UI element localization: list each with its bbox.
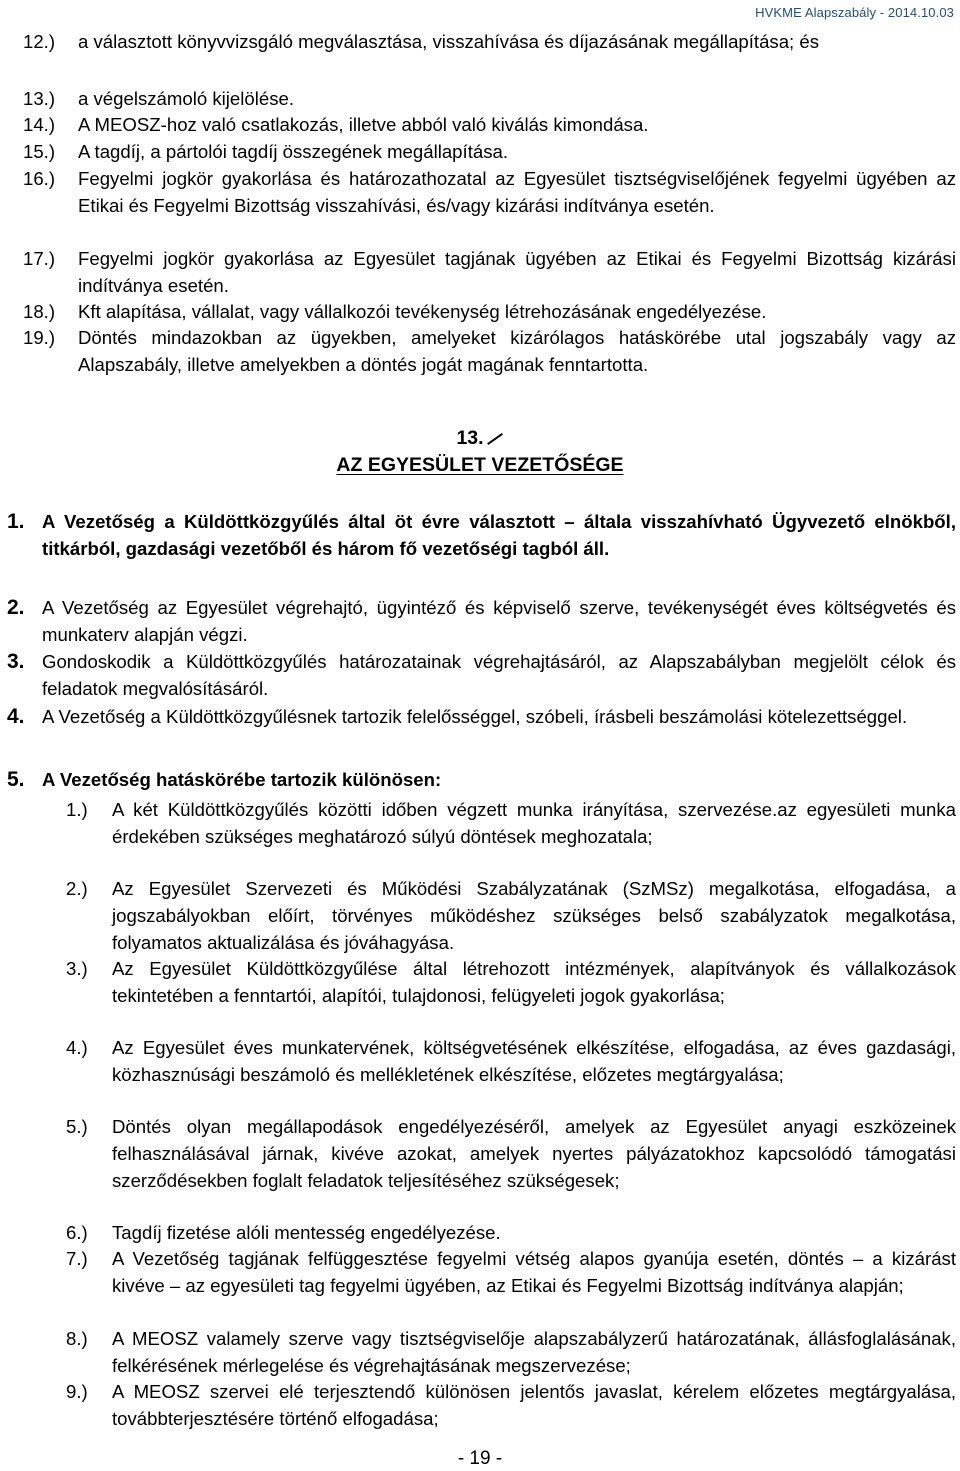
item-number: 14.) bbox=[23, 114, 56, 135]
item-text: A MEOSZ-hoz való csatlakozás, illetve abból való kiválás kimondása. bbox=[78, 114, 649, 135]
list-item bbox=[23, 112, 956, 139]
item-text: Gondoskodik a Küldöttközgyűlés határozatainak végrehajtásáról, az Alapszabályban megjelölt célok és feladatok megvalósításáról. bbox=[42, 651, 956, 699]
page-number: - 19 - bbox=[457, 1448, 503, 1469]
item-text: A Vezetőség hatáskörébe tartozik különösen: bbox=[42, 769, 442, 790]
list-item bbox=[23, 29, 956, 56]
list-item bbox=[66, 876, 956, 956]
item-number: 8.) bbox=[66, 1328, 88, 1349]
title-mark bbox=[487, 433, 503, 445]
list-item bbox=[7, 767, 956, 794]
item-number: 6.) bbox=[66, 1222, 88, 1243]
list-item bbox=[66, 1246, 956, 1300]
item-number: 12.) bbox=[23, 31, 56, 52]
item-number: 7.) bbox=[66, 1248, 88, 1269]
list-item bbox=[66, 797, 956, 851]
item-text: A Vezetőség a Küldöttközgyűlésnek tartozik felelősséggel, szóbeli, írásbeli beszámolási kötelezettséggel. bbox=[42, 706, 908, 727]
item-number: 5. bbox=[7, 768, 25, 791]
list-item bbox=[23, 325, 956, 379]
list-item bbox=[7, 509, 956, 563]
item-number: 3.) bbox=[66, 958, 88, 979]
item-text: A Vezetőség az Egyesület végrehajtó, ügyintéző és képviselő szerve, tevékenységét éves költségvetés és munkaterv alapján végzi. bbox=[42, 597, 956, 645]
item-text: Tagdíj fizetése alóli mentesség engedélyezése. bbox=[112, 1222, 501, 1243]
item-text: Kft alapítása, vállalat, vagy vállalkozói tevékenység létrehozásának engedélyezése. bbox=[78, 301, 767, 322]
item-number: 2. bbox=[7, 596, 25, 619]
item-text: Fegyelmi jogkör gyakorlása és határozathozatal az Egyesület tisztségviselőjének fegyelmi ügyében az Etikai és Fegyelmi Bizottság visszahívási, és/vagy kizárási indítványa esetén. bbox=[78, 168, 956, 216]
list-item bbox=[7, 649, 956, 703]
item-number: 19.) bbox=[23, 327, 56, 348]
list-item bbox=[66, 1114, 956, 1194]
item-number: 4. bbox=[7, 705, 25, 728]
list-item bbox=[66, 1220, 956, 1247]
item-number: 3. bbox=[7, 650, 25, 673]
item-number: 16.) bbox=[23, 168, 56, 189]
item-text: Fegyelmi jogkör gyakorlása az Egyesület tagjának ügyében az Etikai és Fegyelmi Bizottság kizárási indítványa esetén. bbox=[78, 248, 956, 296]
list-item bbox=[7, 595, 956, 649]
item-number: 1. bbox=[7, 510, 25, 533]
list-item bbox=[23, 86, 956, 113]
item-text: A két Küldöttközgyűlés közötti időben végzett munka irányítása, szervezése.az egyesületi munka érdekében szükséges meghatározó súlyú döntések meghozatala; bbox=[112, 799, 956, 847]
item-text: Az Egyesület éves munkatervének, költségvetésének elkészítése, elfogadása, az éves gazdasági, közhasznúsági beszámoló és mellékletének elkészítése, előzetes megtárgyalása; bbox=[112, 1037, 956, 1085]
item-number: 18.) bbox=[23, 301, 56, 322]
list-item bbox=[66, 1035, 956, 1089]
list-item bbox=[23, 139, 956, 166]
item-text: A MEOSZ valamely szerve vagy tisztségviselője alapszabályzerű határozatának, állásfoglalásának, felkérésének mérlegelése és végrehajtásának megszervezése; bbox=[112, 1328, 956, 1376]
item-text: Az Egyesület Küldöttközgyűlése által létrehozott intézmények, alapítványok és vállalkozások tekintetében a fenntartói, alapítói, tulajdonosi, felügyeleti jogok gyakorlása; bbox=[112, 958, 956, 1006]
list-item bbox=[23, 299, 956, 326]
item-number: 4.) bbox=[66, 1037, 88, 1058]
item-number: 5.) bbox=[66, 1116, 88, 1137]
list-item bbox=[66, 1379, 956, 1433]
item-number: 1.) bbox=[66, 799, 88, 820]
item-text: Az Egyesület Szervezeti és Működési Szabályzatának (SzMSz) megalkotása, elfogadása, a jogszabályokban előírt, törvényes működéshez szükséges belső szabályzatok megalkotása, folyamatos aktualizálása és jóváhagyása. bbox=[112, 878, 956, 953]
item-text: A MEOSZ szervei elé terjesztendő különösen jelentős javaslat, kérelem előzetes megtárgyalása, továbbterjesztésére történő elfogadása; bbox=[112, 1381, 956, 1429]
item-number: 15.) bbox=[23, 141, 56, 162]
section-number: 13. bbox=[0, 425, 960, 452]
item-number: 13.) bbox=[23, 88, 56, 109]
list-item bbox=[23, 246, 956, 300]
item-text: Döntés olyan megállapodások engedélyezéséről, amelyek az Egyesület anyagi eszközeinek felhasználásával járnak, kivéve azokat, amelyek nyertes pályázatokhoz kapcsolódó támogatási szerződésekben foglalt feladatok teljesítéséhez szükségesek; bbox=[112, 1116, 956, 1191]
list-item bbox=[66, 1326, 956, 1380]
list-item bbox=[23, 166, 956, 220]
item-text: A Vezetőség a Küldöttközgyűlés által öt évre választott – általa visszahívható Ügyvezető elnökből, titkárból, gazdasági vezetőből és három fő vezetőségi tagból áll. bbox=[42, 511, 956, 559]
list-item bbox=[7, 704, 956, 731]
item-text: A tagdíj, a pártolói tagdíj összegének megállapítása. bbox=[78, 141, 508, 162]
item-text: A Vezetőség tagjának felfüggesztése fegyelmi vétség alapos gyanúja esetén, döntés – a kizárást kivéve – az egyesületi tag fegyelmi ügyében, az Etikai és Fegyelmi Bizottság indítványa alapján; bbox=[112, 1248, 956, 1296]
list-item bbox=[66, 956, 956, 1010]
section-title: AZ EGYESÜLET VEZETŐSÉGE bbox=[336, 454, 624, 476]
item-number: 17.) bbox=[23, 248, 56, 269]
item-text: Döntés mindazokban az ügyekben, amelyeket kizárólagos hatáskörébe utal jogszabály vagy az Alapszabály, illetve amelyekben a döntés jogát magának fenntartotta. bbox=[78, 327, 956, 375]
page-header: HVKME Alapszabály - 2014.10.03 bbox=[755, 5, 954, 20]
item-number: 2.) bbox=[66, 878, 88, 899]
item-text: a választott könyvvizsgáló megválasztása, visszahívása és díjazásának megállapítása; és bbox=[78, 31, 820, 52]
item-text: a végelszámoló kijelölése. bbox=[78, 88, 295, 109]
item-number: 9.) bbox=[66, 1381, 88, 1402]
